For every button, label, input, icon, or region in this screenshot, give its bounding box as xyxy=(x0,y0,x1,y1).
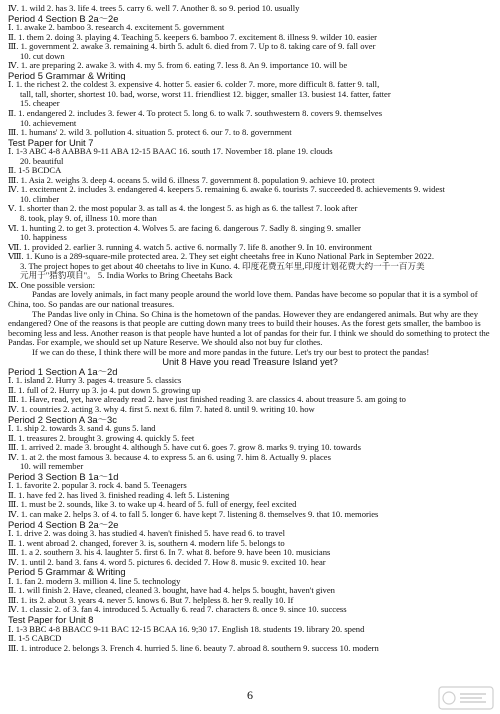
answer-line: Ⅲ. 1. arrived 2. made 3. brought 4. although 5. have cut 6. goes 7. grow 8. marks 9. trying 10. towards xyxy=(8,443,361,453)
answer-line: Ⅵ. 1. hunting 2. to get 3. protection 4. Wolves 5. are facing 6. dangerous 7. Sadly 8. singing 9. smaller xyxy=(8,223,361,233)
answer-content xyxy=(8,4,492,653)
section-heading: Test Paper for Unit 8 xyxy=(8,615,94,625)
answer-line: 15. cheaper xyxy=(20,99,60,109)
answer-line: Ⅳ. 1. countries 2. acting 3. why 4. first 5. next 6. film 7. hated 8. until 9. writing 10. how xyxy=(8,404,315,414)
answer-line: 3. The project hopes to get about 40 cheetahs to live in Kuno. 4. 印度花费五年里,印度计划花费大约一千一百万美 xyxy=(20,261,425,271)
answer-line: Ⅸ. One possible version: xyxy=(8,280,96,290)
answer-line: 20. beautiful xyxy=(20,156,64,166)
answer-line: Ⅱ. 1. went abroad 2. changed, forever 3. is, southern 4. modern life 5. belongs to xyxy=(8,538,285,548)
answer-line: Ⅲ. 1. humans' 2. wild 3. pollution 4. situation 5. protect 6. our 7. to 8. government xyxy=(8,128,292,138)
section-heading: Period 2 Section A 3a～3c xyxy=(8,414,117,425)
answer-line: Ⅲ. 1. Have, read, yet, have already read 2. have just finished reading 3. are classics 4. about treasure 5. am going to xyxy=(8,395,406,405)
answer-line: Ⅱ. 1-5 CABCD xyxy=(8,634,62,644)
answer-line: Ⅱ. 1. them 2. doing 3. playing 4. Teaching 5. keepers 6. bamboo 7. excitement 8. illness 9. wilder 10. easier xyxy=(8,32,378,42)
answer-line: 元用于"猎豹项目"。 5. India Works to Bring Cheetahs Back xyxy=(20,271,233,281)
answer-line: 10. achievement xyxy=(20,118,77,128)
section-heading: Period 3 Section B 1a～1d xyxy=(8,471,119,482)
section-heading: Period 1 Section A 1a～2d xyxy=(8,366,118,377)
answer-line: Ⅳ. 1. excitement 2. includes 3. endangered 4. keepers 5. remaining 6. awake 6. tourists 7. succeeded 8. achievements 9. widest xyxy=(8,185,445,195)
section-heading: Test Paper for Unit 7 xyxy=(8,137,94,148)
answer-line: Ⅲ. 1. its 2. about 3. years 4. never 5. knows 6. But 7. helpless 8. her 9. really 10. If xyxy=(8,595,294,605)
answer-line: Ⅱ. 1. will finish 2. Have, cleaned, cleaned 3. bought, have had 4. helps 5. bought, haven't given xyxy=(8,586,335,596)
answer-line: Ⅶ. 1. provided 2. earlier 3. running 4. watch 5. active 6. normally 7. life 8. another 9. In 10. environment xyxy=(8,242,373,252)
answer-line: Ⅳ. 1. at 2. the most famous 3. because 4. to express 5. an 6. using 7. him 8. Actually 9. places xyxy=(8,452,331,462)
answer-line: If we can do these, I think there will be more and more pandas in the future. Let's try our best to protect the pandas! xyxy=(32,347,430,357)
page-number: 6 xyxy=(247,688,253,702)
section-heading: Period 4 Section B 2a～2e xyxy=(8,519,119,530)
answer-line: Ⅱ. 1. treasures 2. brought 3. growing 4. quickly 5. feet xyxy=(8,433,195,443)
answer-line: tall, tall, shorter, shortest 10. bad, worse, worst 11. friendliest 12. bigger, smaller 13. busiest 14. fatter, fatter xyxy=(20,89,391,99)
answer-line: Ⅲ. 1. must be 2. sounds, like 3. to wake up 4. heard of 5. full of energy, feel excited xyxy=(8,500,297,510)
answer-line: Ⅰ. 1. drive 2. was doing 3. has studied 4. haven't finished 5. have read 6. to travel xyxy=(8,529,286,539)
answer-line: Ⅳ. 1. are preparing 2. awake 3. with 4. my 5. from 6. eating 7. less 8. An 9. importance 10. will be xyxy=(8,61,348,71)
answer-line: Pandas are lovely animals, in fact many people around the world love them. Pandas have become so popular that it is a symbol of China, too. So pandas are our national treasures. xyxy=(8,290,478,309)
answer-line: 10. will remember xyxy=(20,462,84,472)
answer-line: Ⅷ. 1. Kuno is a 289-square-mile protected area. 2. They set eight cheetahs free in Kuno National Park in September 2022. xyxy=(8,252,434,262)
answer-line: Ⅲ. 1. Asia 2. weighs 3. deep 4. oceans 5. wild 6. illness 7. government 8. population 9. achieve 10. protect xyxy=(8,175,375,185)
answer-line: Ⅲ. 1. government 2. awake 3. remaining 4. birth 5. adult 6. died from 7. Up to 8. taking care of 9. fall over xyxy=(8,42,376,52)
answer-line: Ⅰ. 1. favorite 2. popular 3. rock 4. band 5. Teenagers xyxy=(8,481,187,491)
section-heading: Period 5 Grammar & Writing xyxy=(8,70,126,81)
answer-line: Ⅰ. 1. awake 2. bamboo 3. research 4. excitement 5. government xyxy=(8,23,225,33)
section-heading: Period 5 Grammar & Writing xyxy=(8,567,126,577)
answer-line: Ⅲ. 1. introduce 2. belongs 3. French 4. hurried 5. line 6. beauty 7. abroad 8. southern 9. success 10. modern xyxy=(8,643,379,653)
answer-line: Ⅳ. 1. classic 2. of 3. fan 4. introduced 5. Actually 6. read 7. characters 8. once 9. since 10. success xyxy=(8,605,347,615)
answer-line: 10. cut down xyxy=(20,51,65,61)
answer-line: Ⅰ. 1. fan 2. modern 3. million 4. line 5. technology xyxy=(8,576,181,586)
answer-line: Ⅱ. 1-5 BCDCA xyxy=(8,166,62,176)
stamp-watermark-icon xyxy=(438,686,494,710)
answer-line: Ⅱ. 1. full of 2. Hurry up 3. jo 4. put down 5. growing up xyxy=(8,385,201,395)
section-heading: Unit 8 Have you read Treasure Island yet? xyxy=(162,357,338,367)
answer-line: Ⅰ. 1. the richest 2. the coldest 3. expensive 4. hotter 5. easier 6. colder 7. more, more difficult 8. fatter 9. tall, xyxy=(8,80,380,90)
answer-line: Ⅴ. 1. shorter than 2. the most popular 3. as tall as 4. the longest 5. as high as 6. the tallest 7. look after xyxy=(8,204,358,214)
answer-line: Ⅰ. 1. island 2. Hurry 3. pages 4. treasure 5. classics xyxy=(8,376,182,386)
answer-line: Ⅰ. 1. ship 2. towards 3. sand 4. guns 5. land xyxy=(8,424,156,434)
answer-line: Ⅲ. 1. a 2. southern 3. his 4. laughter 5. first 6. In 7. what 8. before 9. have been 10. musicians xyxy=(8,548,331,558)
answer-line: Ⅳ. 1. can make 2. helps 3. of 4. to fall 5. longer 6. have kept 7. listening 8. themselves 9. that 10. memories xyxy=(8,509,379,519)
answer-line: 10. climber xyxy=(20,194,60,204)
section-heading: Period 4 Section B 2a～2e xyxy=(8,13,119,24)
answer-line: Ⅳ. 1. until 2. band 3. fans 4. word 5. pictures 6. decided 7. How 8. music 9. excited 10. hear xyxy=(8,557,326,567)
answer-line: 10. happiness xyxy=(20,233,67,243)
answer-line: Ⅱ. 1. endangered 2. includes 3. fewer 4. To protect 5. long 6. to walk 7. southwestern 8. covers 9. themselves xyxy=(8,109,383,119)
answer-line: 8. took, play 9. of, illness 10. more than xyxy=(20,214,157,224)
answer-line: Ⅱ. 1. have fed 2. has lived 3. finished reading 4. left 5. Listening xyxy=(8,490,230,500)
answer-line: Ⅳ. 1. wild 2. has 3. life 4. trees 5. carry 6. well 7. Another 8. so 9. period 10. usually xyxy=(8,4,300,13)
answer-line: Ⅰ. 1-3 ABC 4-8 AABBA 9-11 ABA 12-15 BAAC 16. south 17. November 18. plane 19. clouds xyxy=(8,147,333,157)
answer-line: The Pandas live only in China. So China is the hometown of the pandas. However they are endangered animals. But why are they endangered? One of the reasons is that people are cutting down many trees to build their houses. As the forest gets smaller, the bamboo is becoming less and less. Another reason is that people have hunted a lot of pandas for their fur. I think we should do something to protect the Pandas. For example, we should set up Nature Reserve. We should also not buy fur clothes. xyxy=(8,309,490,348)
answer-line: Ⅰ. 1-3 BBC 4-8 BBACC 9-11 BAC 12-15 BCAA 16. 9;30 17. English 18. students 19. library 20. spend xyxy=(8,624,365,634)
